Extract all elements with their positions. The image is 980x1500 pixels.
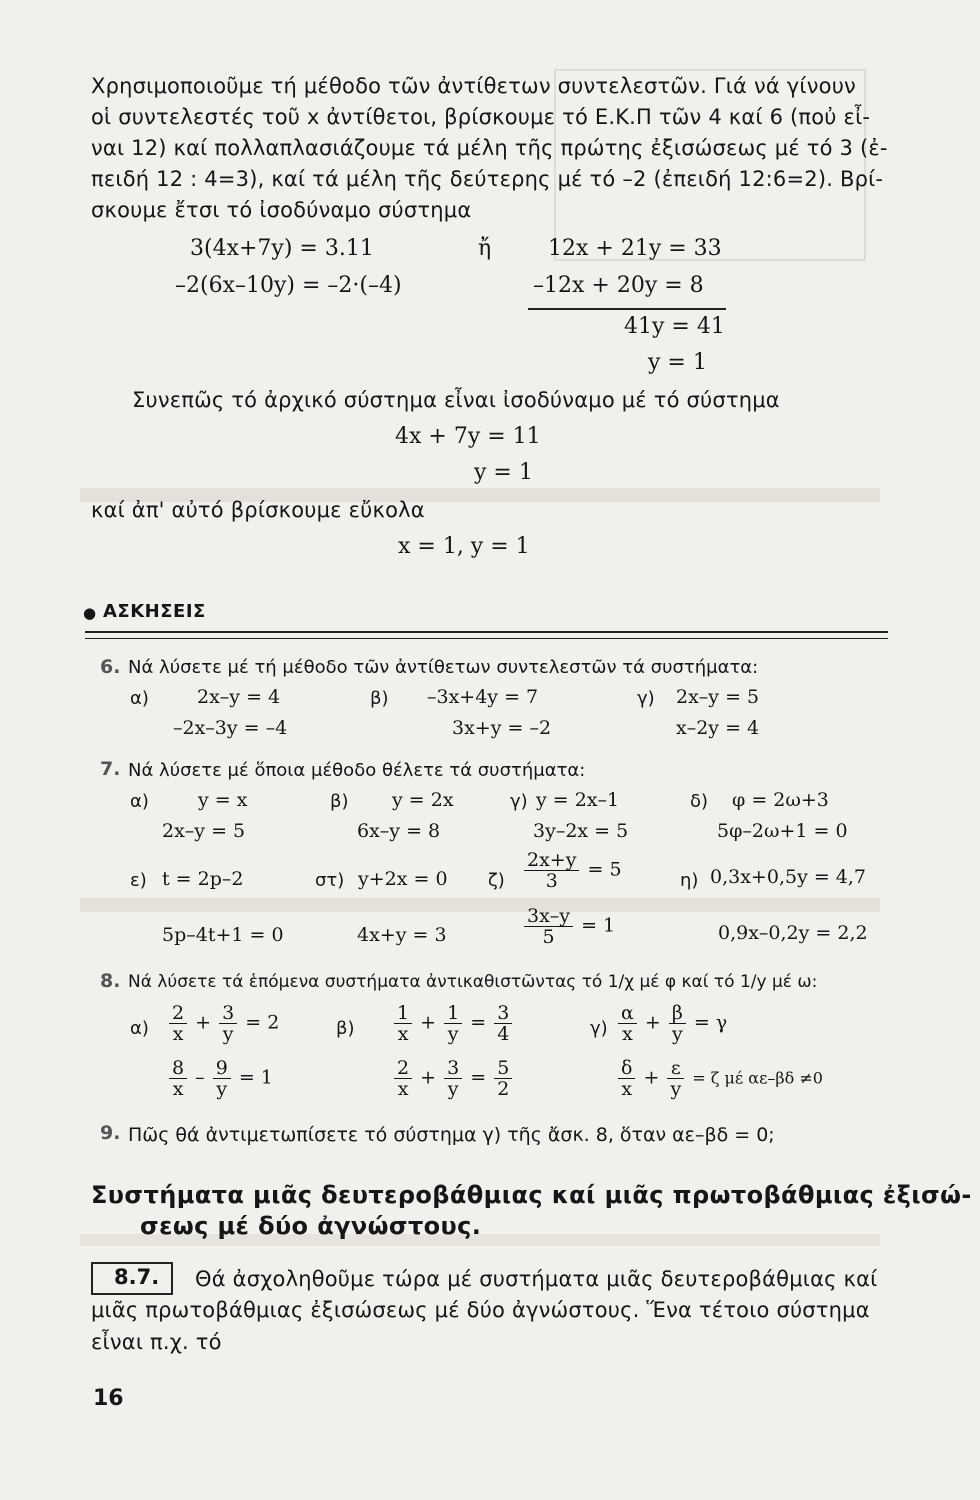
ex6-c-label: γ) bbox=[637, 688, 655, 709]
easily-text: καί ἀπ' αὐτό βρίσκουμε εὔκολα bbox=[91, 498, 425, 522]
ex6-c-eq2: x–2y = 4 bbox=[676, 717, 760, 739]
ex8-b1-num2: 1 bbox=[444, 1003, 462, 1024]
ex7-st-label: στ) bbox=[315, 870, 345, 891]
system-eq-1: 4x + 7y = 11 bbox=[395, 424, 541, 449]
ex7-h-label: η) bbox=[680, 870, 699, 891]
section-paragraph-line-1: Θά ἀσχοληθοῦμε τώρα μέ συστήματα μιᾶς δευτεροβάθμιας καί bbox=[195, 1267, 878, 1291]
bullet-icon: ● bbox=[83, 604, 97, 622]
ex8-b2-num1: 2 bbox=[394, 1058, 412, 1079]
ex7-h-eq1: 0,3x+0,5y = 4,7 bbox=[710, 866, 867, 888]
section-title-line-2: σεως μέ δύο ἀγνώστους. bbox=[140, 1212, 482, 1240]
equation-1-right: 12x + 21y = 33 bbox=[548, 236, 722, 261]
ex7-b-eq2: 6x–y = 8 bbox=[357, 820, 441, 842]
ex7-d-eq2: 5φ–2ω+1 = 0 bbox=[717, 820, 848, 842]
exercise-9-text: Πῶς θά ἀντιμετωπίσετε τό σύστημα γ) τῆς ἄσκ. 8, ὅταν αε–βδ = 0; bbox=[128, 1124, 775, 1146]
ex7-z2-numerator: 3x–y bbox=[524, 906, 573, 927]
ex8-c1-rhs: = γ bbox=[693, 1011, 728, 1034]
exercise-8-number: 8. bbox=[100, 970, 121, 992]
ex8-b2-den2: y bbox=[447, 1078, 459, 1100]
ex6-b-eq2: 3x+y = –2 bbox=[452, 717, 552, 739]
ex8-b1-den2: y bbox=[447, 1023, 459, 1045]
ex7-z1-numerator: 2x+y bbox=[524, 850, 579, 871]
sum-rule bbox=[528, 308, 726, 310]
intro-line-1: Χρησιμοποιοῦμε τή μέθοδο τῶν ἀντίθετων συντελεστῶν. Γιά νά γίνουν bbox=[91, 74, 856, 98]
sum-equation: 41y = 41 bbox=[624, 314, 725, 339]
ex8-a2-den2: y bbox=[216, 1078, 228, 1100]
ex8-c2-den2: y bbox=[670, 1078, 682, 1100]
section-paragraph-line-3: εἶναι π.χ. τό bbox=[91, 1330, 222, 1354]
solution: x = 1, y = 1 bbox=[398, 534, 530, 559]
ex8-c1-num1: α bbox=[618, 1003, 637, 1024]
ex7-c-label: γ) bbox=[510, 791, 528, 812]
ex8-c-label: γ) bbox=[590, 1018, 608, 1039]
ex8-b1-den3: 4 bbox=[497, 1023, 510, 1045]
ex8-b2-num3: 5 bbox=[494, 1058, 512, 1079]
intro-line-5: σκουμε ἔτσι τό ἰσοδύναμο σύστημα bbox=[91, 198, 472, 222]
ex8-a1-den2: y bbox=[222, 1023, 234, 1045]
ex6-b-eq1: –3x+4y = 7 bbox=[427, 686, 539, 708]
section-title-line-1: Συστήματα μιᾶς δευτεροβάθμιας καί μιᾶς πρωτοβάθμιας ἐξισώ- bbox=[91, 1181, 972, 1209]
ex7-z-label: ζ) bbox=[488, 870, 505, 891]
ex7-z-eq1 bbox=[522, 850, 622, 891]
ex7-d-eq1: φ = 2ω+3 bbox=[732, 789, 829, 811]
ex7-st-eq2: 4x+y = 3 bbox=[357, 924, 447, 946]
exercise-8-text: Νά λύσετε τά ἑπόμενα συστήματα ἀντικαθιστῶντας τό 1/χ μέ φ καί τό 1/y μέ ω: bbox=[128, 972, 818, 992]
header-rule-top bbox=[85, 631, 888, 633]
section-paragraph-line-2: μιᾶς πρωτοβάθμιας ἐξισώσεως μέ δύο ἀγνώστους. Ἕνα τέτοιο σύστημα bbox=[91, 1298, 870, 1322]
ex7-c-eq1: y = 2x–1 bbox=[536, 789, 620, 811]
exercises-header: ΑΣΚΗΣΕΙΣ bbox=[103, 601, 206, 622]
exercise-9-number: 9. bbox=[100, 1122, 121, 1144]
ex8-a2-rhs: = 1 bbox=[238, 1066, 273, 1089]
ex8-b-label: β) bbox=[336, 1018, 355, 1039]
ex8-a-eq2: $\frac{8}{x}$ – $\frac{9}{y}$ = 1 bbox=[167, 1058, 273, 1099]
section-number: 8.7. bbox=[114, 1265, 160, 1289]
ex8-a1-den1: x bbox=[172, 1023, 184, 1045]
exercise-6-number: 6. bbox=[100, 656, 121, 678]
equation-1-left: 3(4x+7y) = 3.11 bbox=[190, 236, 374, 261]
ex7-b-eq1: y = 2x bbox=[392, 789, 454, 811]
ex8-c2-num1: δ bbox=[618, 1058, 635, 1079]
ex8-c1-den2: y bbox=[671, 1023, 683, 1045]
intro-line-3: ναι 12) καί πολλαπλασιάζουμε τά μέλη τῆς πρώτης ἐξισώσεως μέ τό 3 (ἐ- bbox=[91, 136, 888, 160]
ex7-z2-denominator: 5 bbox=[542, 926, 555, 948]
ex8-a2-num1: 8 bbox=[169, 1058, 187, 1079]
ex8-b2-num2: 3 bbox=[444, 1058, 462, 1079]
ex7-e-eq1: t = 2p–2 bbox=[162, 868, 244, 890]
intro-line-4: πειδή 12 : 4=3), καί τά μέλη τῆς δεύτερης μέ τό –2 (ἐπειδή 12:6=2). Βρί- bbox=[91, 167, 884, 191]
ex6-a-eq1: 2x–y = 4 bbox=[197, 686, 281, 708]
header-rule-bottom bbox=[85, 638, 888, 639]
exercise-7-number: 7. bbox=[100, 758, 121, 780]
or-word: ἤ bbox=[478, 236, 492, 261]
ex8-b2-den3: 2 bbox=[497, 1078, 510, 1100]
ex8-b1-num3: 3 bbox=[494, 1003, 512, 1024]
ex7-st-eq1: y+2x = 0 bbox=[358, 868, 448, 890]
conclusion-text: Συνεπῶς τό ἀρχικό σύστημα εἶναι ἰσοδύναμο μέ τό σύστημα bbox=[132, 388, 780, 412]
ex6-c-eq1: 2x–y = 5 bbox=[676, 686, 760, 708]
ex8-b-eq1: $\frac{1}{x}$ + $\frac{1}{y}$ = $\frac{3}{4}$ bbox=[392, 1003, 514, 1044]
ex8-a-eq1: $\frac{2}{x}$ + $\frac{3}{y}$ = 2 bbox=[167, 1003, 279, 1044]
exercise-6-text: Νά λύσετε μέ τή μέθοδο τῶν ἀντίθετων συντελεστῶν τά συστήματα: bbox=[128, 657, 759, 678]
ex8-c2-num2: ε bbox=[667, 1058, 684, 1079]
ex7-a-label: α) bbox=[130, 791, 149, 812]
ex7-z1-rhs: = 5 bbox=[587, 858, 622, 881]
ex8-c2-den1: x bbox=[621, 1078, 633, 1100]
ex7-z2-rhs: = 1 bbox=[581, 914, 616, 937]
ex7-z1-denominator: 3 bbox=[545, 870, 558, 892]
ex7-a-eq1: y = x bbox=[198, 789, 248, 811]
ex7-d-label: δ) bbox=[690, 791, 709, 812]
ex8-a2-den1: x bbox=[172, 1078, 184, 1100]
ex7-h-eq2: 0,9x–0,2y = 2,2 bbox=[718, 922, 868, 944]
ex7-b-label: β) bbox=[330, 791, 349, 812]
ex6-b-label: β) bbox=[370, 688, 389, 709]
ex8-b2-den1: x bbox=[397, 1078, 409, 1100]
ex8-b-eq2: $\frac{2}{x}$ + $\frac{3}{y}$ = $\frac{5}{2}$ bbox=[392, 1058, 514, 1099]
ex8-b1-num1: 1 bbox=[394, 1003, 412, 1024]
ex8-b1-den1: x bbox=[397, 1023, 409, 1045]
ex8-c1-den1: x bbox=[622, 1023, 633, 1045]
ex8-c-eq2: $\frac{\delta}{x}$ + $\frac{\varepsilon}{y}$ = ζ μέ αε–βδ ≠0 bbox=[616, 1058, 823, 1099]
intro-line-2: οἱ συντελεστές τοῦ x ἀντίθετοι, βρίσκουμε τό Ε.Κ.Π τῶν 4 καί 6 (ποὐ εἶ- bbox=[91, 105, 871, 129]
ex6-a-eq2: –2x–3y = –4 bbox=[173, 717, 288, 739]
ex8-a1-num1: 2 bbox=[169, 1003, 187, 1024]
ex7-e-label: ε) bbox=[130, 870, 147, 891]
equation-2-right: –12x + 20y = 8 bbox=[533, 273, 704, 298]
ex8-a-label: α) bbox=[130, 1018, 149, 1039]
ex7-a-eq2: 2x–y = 5 bbox=[162, 820, 246, 842]
equation-2-left: –2(6x–10y) = –2·(–4) bbox=[175, 273, 402, 298]
system-eq-2: y = 1 bbox=[474, 460, 533, 485]
ex8-c1-num2: β bbox=[669, 1003, 686, 1024]
page-number: 16 bbox=[93, 1386, 124, 1411]
ex8-a2-num2: 9 bbox=[213, 1058, 231, 1079]
ex8-c-eq1: $\frac{\alpha}{x}$ + $\frac{\beta}{y}$ = γ bbox=[616, 1003, 727, 1044]
ex7-c-eq2: 3y–2x = 5 bbox=[533, 820, 629, 842]
y-result: y = 1 bbox=[648, 350, 707, 375]
ex7-z-eq2 bbox=[522, 906, 615, 947]
ex8-c2-rhs: = ζ μέ αε–βδ ≠0 bbox=[692, 1068, 823, 1088]
ex8-a1-num2: 3 bbox=[219, 1003, 237, 1024]
ex6-a-label: α) bbox=[130, 688, 149, 709]
exercise-7-text: Νά λύσετε μέ ὅποια μέθοδο θέλετε τά συστήματα: bbox=[128, 760, 586, 781]
ex7-e-eq2: 5p–4t+1 = 0 bbox=[162, 924, 284, 946]
ex8-a1-rhs: = 2 bbox=[245, 1011, 280, 1034]
